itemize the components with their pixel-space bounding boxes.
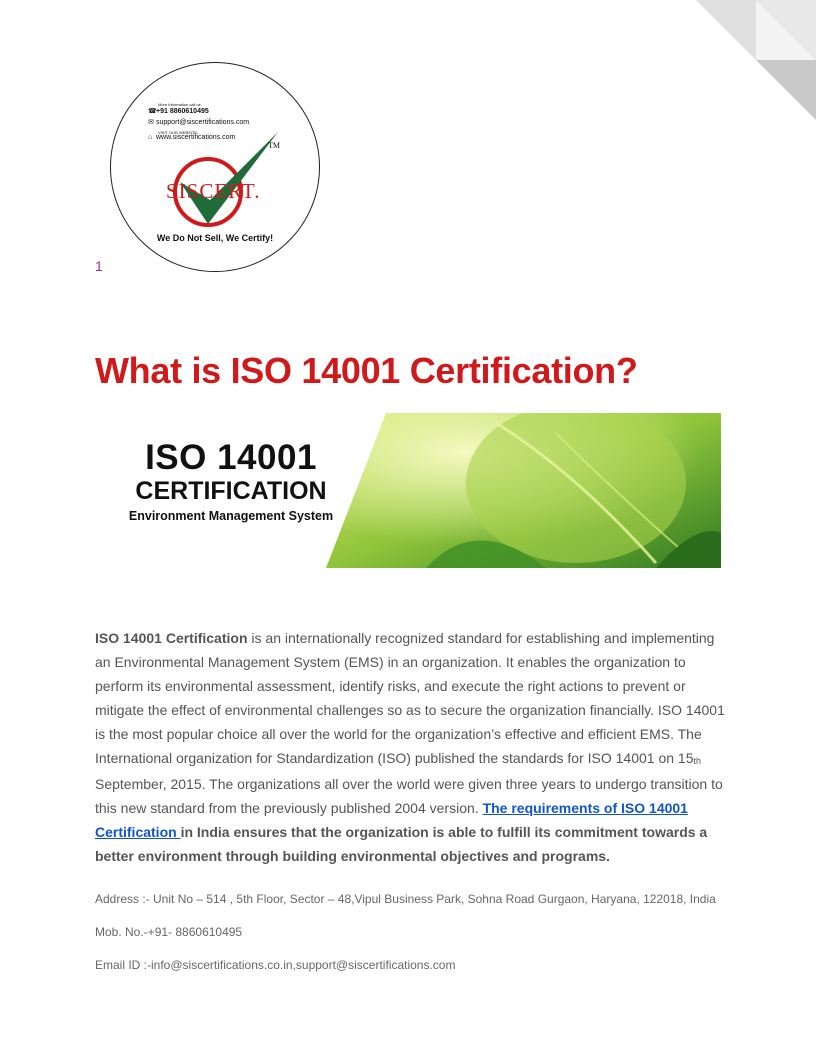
logo-slogan: We Do Not Sell, We Certify!	[156, 233, 274, 243]
contact-email: Email ID :-info@siscertifications.co.in,support@siscertifications.com	[95, 958, 456, 972]
logo-brand-name: SISCERT.	[166, 179, 261, 203]
contact-mobile: Mob. No.-+91- 8860610495	[95, 925, 243, 939]
banner-text	[96, 413, 376, 568]
logo-email-line: ✉ support@siscertifications.com	[148, 119, 250, 126]
body-tail-bold: in India ensures that the organization is able to fulfill its commitment towards a better environment through building environmental objectives and programs.	[95, 824, 708, 864]
lead-bold-text: ISO 14001 Certification	[95, 630, 248, 646]
banner-line-1: ISO 14001	[145, 438, 317, 477]
ordinal-suffix: th	[693, 756, 702, 766]
body-paragraph	[95, 626, 725, 868]
logo-website-line: ⌂ www.siscertifications.com	[148, 134, 236, 141]
body-text-part-1: is an internationally recognized standard for establishing and implementing an Environmental Management System (EMS) in an organization. It enables the organization to perform its environmental assessment, identify risks, and execute the right actions to prevent or mitigate the effect of environmental challenges so as to secure the organization financially. ISO 14001 is the most popular choice all over the world for the organization’s effective and efficient EMS. The International organization for Standardization (ISO) published the standards for ISO 14001 on 15	[95, 630, 725, 766]
page-number: 1	[95, 258, 103, 274]
siscert-logo	[110, 62, 320, 272]
banner-line-2: CERTIFICATION	[135, 477, 327, 505]
logo-phone-line: ☎+91 8860610495	[148, 108, 209, 115]
requirements-link[interactable]: The requirements of ISO 14001 Certification	[95, 800, 688, 840]
logo-visit-caption: VISIT OUR WEBSITE	[158, 130, 198, 135]
body-text-part-2: September, 2015. The organizations all over the world were given three years to undergo transition to this new standard from the previously published 2004 version.	[95, 776, 723, 816]
page-title: What is ISO 14001 Certification?	[95, 350, 638, 391]
iso-banner-image	[96, 413, 721, 568]
logo-info-caption: More Information call us	[158, 102, 201, 107]
phone-icon: ☎	[148, 108, 157, 115]
contact-address: Address :- Unit No – 514 , 5th Floor, Sector – 48,Vipul Business Park, Sohna Road Gurgaon, Haryana, 122018, India	[95, 892, 716, 906]
banner-line-3: Environment Management System	[128, 509, 334, 523]
logo-trademark: TM	[268, 141, 280, 150]
page-corner-decoration	[696, 0, 816, 120]
mail-icon: ✉	[148, 119, 154, 126]
globe-icon: ⌂	[148, 134, 153, 141]
